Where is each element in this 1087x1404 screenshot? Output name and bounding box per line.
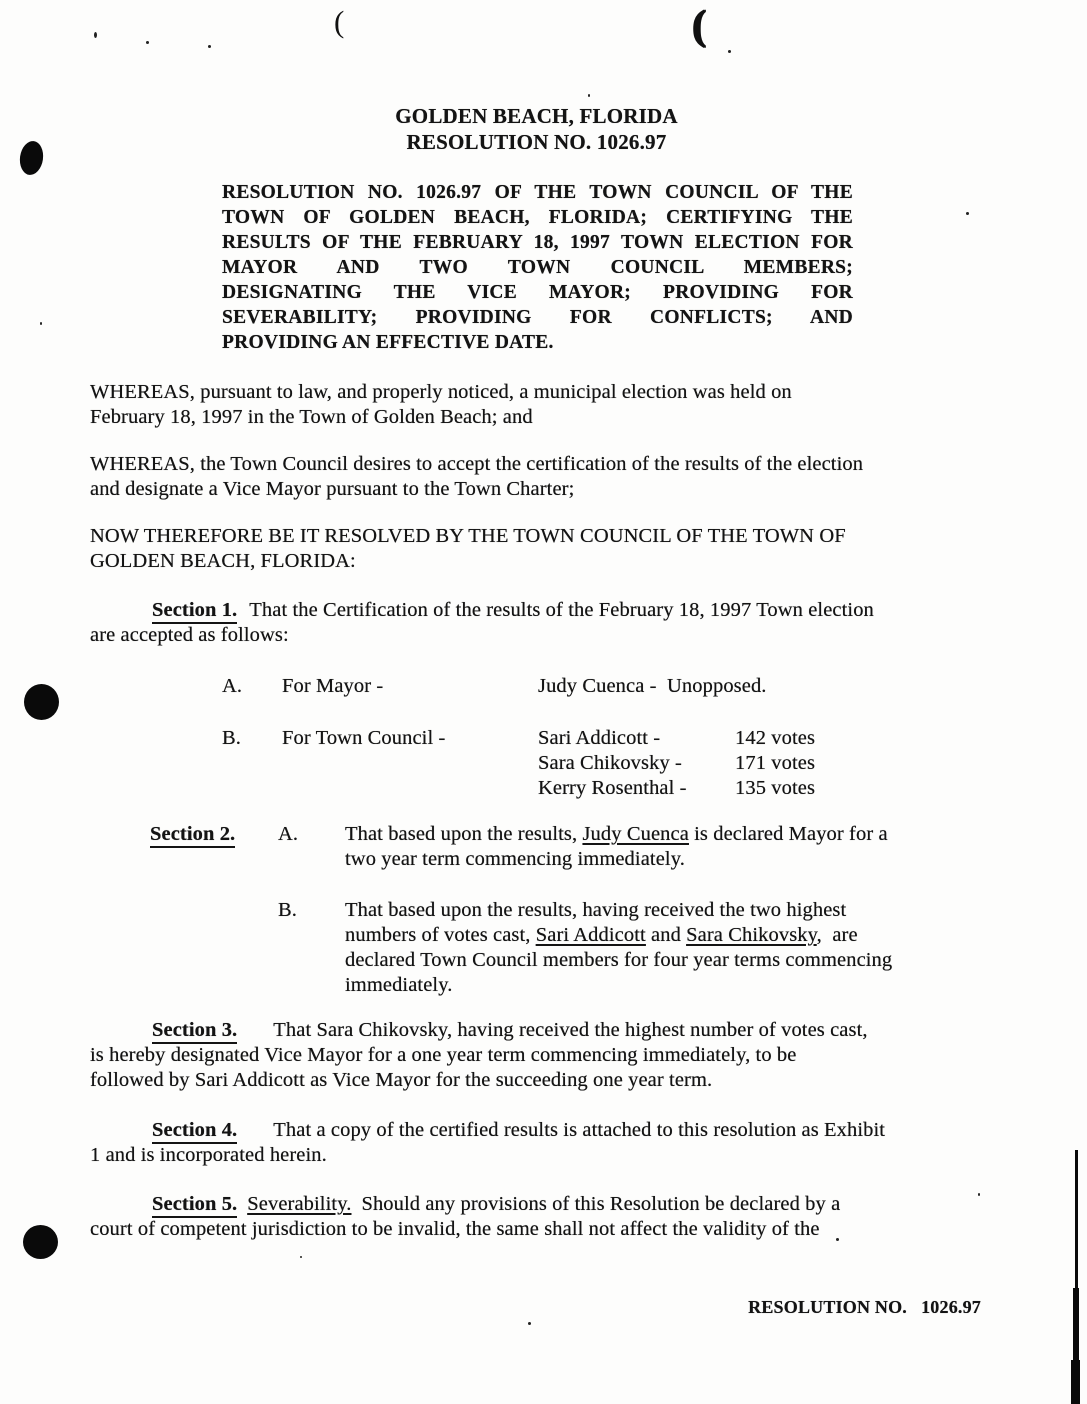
candidate-name: Kerry Rosenthal - <box>538 777 687 799</box>
scan-speckle <box>94 32 97 38</box>
underlined-name: Sari Addicott <box>535 924 646 946</box>
subject-line: TOWN OF GOLDEN BEACH, FLORIDA; CERTIFYING THE <box>222 207 853 228</box>
scan-speckle <box>528 1322 531 1325</box>
footer-resolution-number: RESOLUTION NO. 1026.97 <box>748 1297 981 1317</box>
hole-punch-mark <box>23 1225 58 1259</box>
whereas-clause-2: WHEREAS, the Town Council desires to accept the certification of the results of the election and designate a Vice Mayor pursuant to the Town Charter; <box>90 453 864 500</box>
section-3-label: Section 3. <box>152 1019 237 1044</box>
whereas-clause-1: WHEREAS, pursuant to law, and properly noticed, a municipal election was held on February 18, 1997 in the Town of Golden Beach; and <box>90 381 792 428</box>
vote-count: 135 votes <box>735 777 816 799</box>
vote-count: 142 votes <box>735 727 816 749</box>
office-label: For Mayor - <box>282 675 384 697</box>
scan-speckle <box>208 45 211 48</box>
scan-speckle <box>300 1256 302 1258</box>
handwritten-paren-mark: ( <box>692 3 706 49</box>
candidate-name: Sara Chikovsky - <box>538 752 682 774</box>
vote-count: 171 votes <box>735 752 816 774</box>
severability-label: Severability. <box>247 1193 352 1215</box>
council-result-item <box>90 726 1030 801</box>
mayor-result-item <box>90 674 1030 699</box>
scan-artifact-line <box>1075 1150 1078 1295</box>
item-letter: B. <box>222 727 241 749</box>
hole-punch-mark <box>24 684 59 720</box>
title-town: GOLDEN BEACH, FLORIDA <box>395 104 678 128</box>
document-title <box>98 103 975 155</box>
scan-speckle <box>728 50 731 53</box>
scan-speckle <box>588 94 590 97</box>
section-4-label: Section 4. <box>152 1119 237 1144</box>
scan-artifact-line <box>1073 1288 1079 1368</box>
candidate-name: Sari Addicott - <box>538 727 661 749</box>
subject-line: DESIGNATING THE VICE MAYOR; PROVIDING FOR <box>222 282 853 303</box>
section-5-label: Section 5. <box>152 1193 237 1218</box>
title-resolution-number: RESOLUTION NO. 1026.97 <box>406 130 667 154</box>
subject-line: MAYOR AND TWO TOWN COUNCIL MEMBERS; <box>222 257 853 278</box>
scan-speckle <box>146 41 149 44</box>
scan-speckle <box>966 212 969 215</box>
section-5: Section 5. Severability. Should any provisions of this Resolution be declared by a court of competent jurisdiction to be invalid, the same shall not affect the validity of the <box>90 1193 841 1240</box>
hole-punch-mark <box>18 140 46 177</box>
section-2: Section 2. A. That based upon the results, Judy Cuenca is declared Mayor for a two year term commencing immediately. <box>150 823 888 870</box>
resolved-clause: NOW THEREFORE BE IT RESOLVED BY THE TOWN COUNCIL OF THE TOWN OF GOLDEN BEACH, FLORIDA: <box>90 525 846 572</box>
section-2-label: Section 2. <box>150 823 235 848</box>
handwritten-paren-mark: ( <box>334 4 345 39</box>
mayor-result: Judy Cuenca - Unopposed. <box>538 675 767 697</box>
section-4: Section 4. That a copy of the certified results is attached to this resolution as Exhibit 1 and is incorporated herein. <box>90 1119 886 1166</box>
subject-line: SEVERABILITY; PROVIDING FOR CONFLICTS; AND <box>222 307 853 328</box>
section-2b: B. That based upon the results, having received the two highest numbers of votes cast, Sari Addicott and Sara Chikovsky, are declared Town Council members for four year terms commencing immediately. <box>278 899 893 996</box>
scan-speckle <box>40 322 42 325</box>
office-label: For Town Council - <box>282 727 446 749</box>
section-1-label: Section 1. <box>152 599 237 624</box>
underlined-name: Sara Chikovsky <box>686 924 817 946</box>
section-3: Section 3. That Sara Chikovsky, having received the highest number of votes cast, is hereby designated Vice Mayor for a one year term commencing immediately, to be followed by Sari Addicott as Vice Mayor for the succeeding one year term. <box>90 1019 868 1091</box>
subject-line: RESULTS OF THE FEBRUARY 18, 1997 TOWN ELECTION FOR <box>222 232 853 253</box>
item-letter: B. <box>278 899 297 921</box>
underlined-name: Judy Cuenca <box>582 823 689 845</box>
resolution-subject <box>222 180 853 355</box>
scan-artifact-line <box>1071 1360 1080 1404</box>
section-1: Section 1. That the Certification of the results of the February 18, 1997 Town election are accepted as follows: <box>90 599 874 646</box>
subject-line: PROVIDING AN EFFECTIVE DATE. <box>222 332 554 353</box>
subject-line: RESOLUTION NO. 1026.97 OF THE TOWN COUNCIL OF THE <box>222 182 853 203</box>
item-letter: A. <box>222 675 243 697</box>
item-letter: A. <box>278 823 299 845</box>
